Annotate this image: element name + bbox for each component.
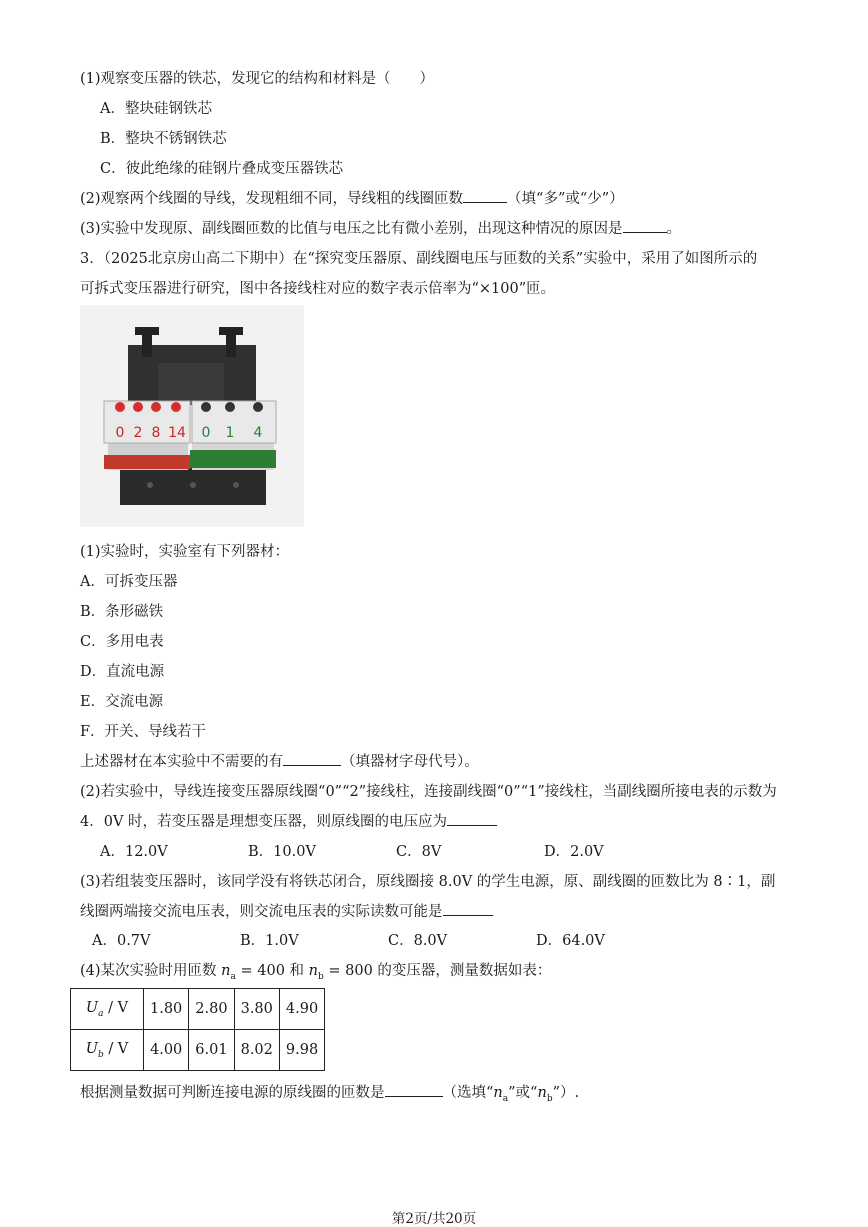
table-cell: 8.02 (234, 1030, 279, 1071)
row-label-ua: $U_a$ / V (71, 989, 144, 1030)
q3-part4-intro: (4)某次实验时用匝数 $n_a = 400$ 和 $n_b = 800$ 的变压器，测量数据如表： (80, 963, 552, 982)
equipment-b: B．条形磁铁 (80, 604, 164, 620)
primary-label-0: 0 (115, 425, 125, 441)
q3-part3-line2: 线圈两端接交流电压表，则交流电压表的实际读数可能是 (80, 900, 493, 921)
table-cell: 2.80 (189, 989, 234, 1030)
q2-option-b: B．整块不锈钢铁芯 (100, 131, 227, 147)
secondary-label-4: 4 (253, 425, 263, 441)
q3-intro-line1: 3．（2025北京房山高二下期中）在“探究变压器原、副线圈电压与匝数的关系”实验中，采用了如图所示的 (80, 251, 758, 267)
secondary-label-1: 1 (225, 425, 235, 441)
table-cell: 9.98 (279, 1030, 324, 1071)
transformer-photo (80, 305, 304, 527)
answer-blank (443, 901, 493, 916)
option-c: C．8V (396, 844, 442, 860)
primary-label-8: 8 (151, 425, 161, 441)
equipment-a: A．可拆变压器 (80, 574, 178, 590)
q3-part1: (1)实验时，实验室有下列器材： (80, 544, 290, 560)
option-a: A．12.0V (100, 844, 168, 860)
q2-part1: (1)观察变压器的铁芯，发现它的结构和材料是（ ） (80, 71, 435, 87)
answer-blank (623, 218, 667, 233)
table-cell: 4.90 (279, 989, 324, 1030)
q2-option-c: C．彼此绝缘的硅钢片叠成变压器铁芯 (100, 161, 344, 177)
equipment-d: D．直流电源 (80, 664, 165, 680)
primary-label-14: 14 (168, 425, 186, 441)
table-row (71, 989, 325, 1030)
table-row (71, 1030, 325, 1071)
row-label-ub: $U_b$ / V (71, 1030, 144, 1071)
option-a: A．0.7V (92, 933, 151, 949)
answer-blank (463, 188, 507, 203)
option-d: D．2.0V (544, 844, 604, 860)
primary-label-2: 2 (133, 425, 143, 441)
table-cell: 4.00 (144, 1030, 189, 1071)
table-cell: 1.80 (144, 989, 189, 1030)
q3-part2-line2: 4．0V 时，若变压器是理想变压器，则原线圈的电压应为 (80, 810, 497, 831)
secondary-label-0: 0 (201, 425, 211, 441)
table-cell: 3.80 (234, 989, 279, 1030)
q2-option-a: A．整块硅钢铁芯 (100, 101, 212, 117)
equipment-f: F．开关、导线若干 (80, 724, 207, 740)
q3-part4-question: 根据测量数据可判断连接电源的原线圈的匝数是 （选填“$n_a$”或“$n_b$”）. (80, 1081, 579, 1104)
option-c: C．8.0V (388, 933, 448, 949)
answer-blank (447, 811, 497, 826)
equipment-e: E．交流电源 (80, 694, 164, 710)
option-b: B．10.0V (248, 844, 316, 860)
q2-part2: (2)观察两个线圈的导线，发现粗细不同，导线粗的线圈匝数 （填“多”或“少”） (80, 187, 624, 208)
table-cell: 6.01 (189, 1030, 234, 1071)
answer-blank (283, 751, 341, 766)
q3-part3-options (92, 929, 692, 950)
measurement-table (70, 988, 325, 1071)
equipment-c: C．多用电表 (80, 634, 164, 650)
q3-intro-line2: 可拆式变压器进行研究，图中各接线柱对应的数字表示倍率为“×100”匝。 (80, 281, 556, 297)
q3-part3-line1: (3)若组装变压器时，该同学没有将铁芯闭合，原线圈接 8.0V 的学生电源，原、副线圈的匝数比为 8∶1，副 (80, 874, 776, 890)
option-d: D．64.0V (536, 933, 605, 949)
q3-part2-line1: (2)若实验中，导线连接变压器原线圈“0”“2”接线柱，连接副线圈“0”“1”接线柱，当副线圈所接电表的示数为 (80, 784, 777, 800)
page-number: 第2页/共20页 (391, 1211, 477, 1227)
answer-blank (385, 1082, 443, 1097)
q3-part1-question: 上述器材在本实验中不需要的有 （填器材字母代号）。 (80, 750, 479, 771)
option-b: B．1.0V (240, 933, 299, 949)
q3-part2-options (100, 840, 700, 861)
q2-part3: (3)实验中发现原、副线圈匝数的比值与电压之比有微小差别，出现这种情况的原因是 。 (80, 217, 681, 238)
